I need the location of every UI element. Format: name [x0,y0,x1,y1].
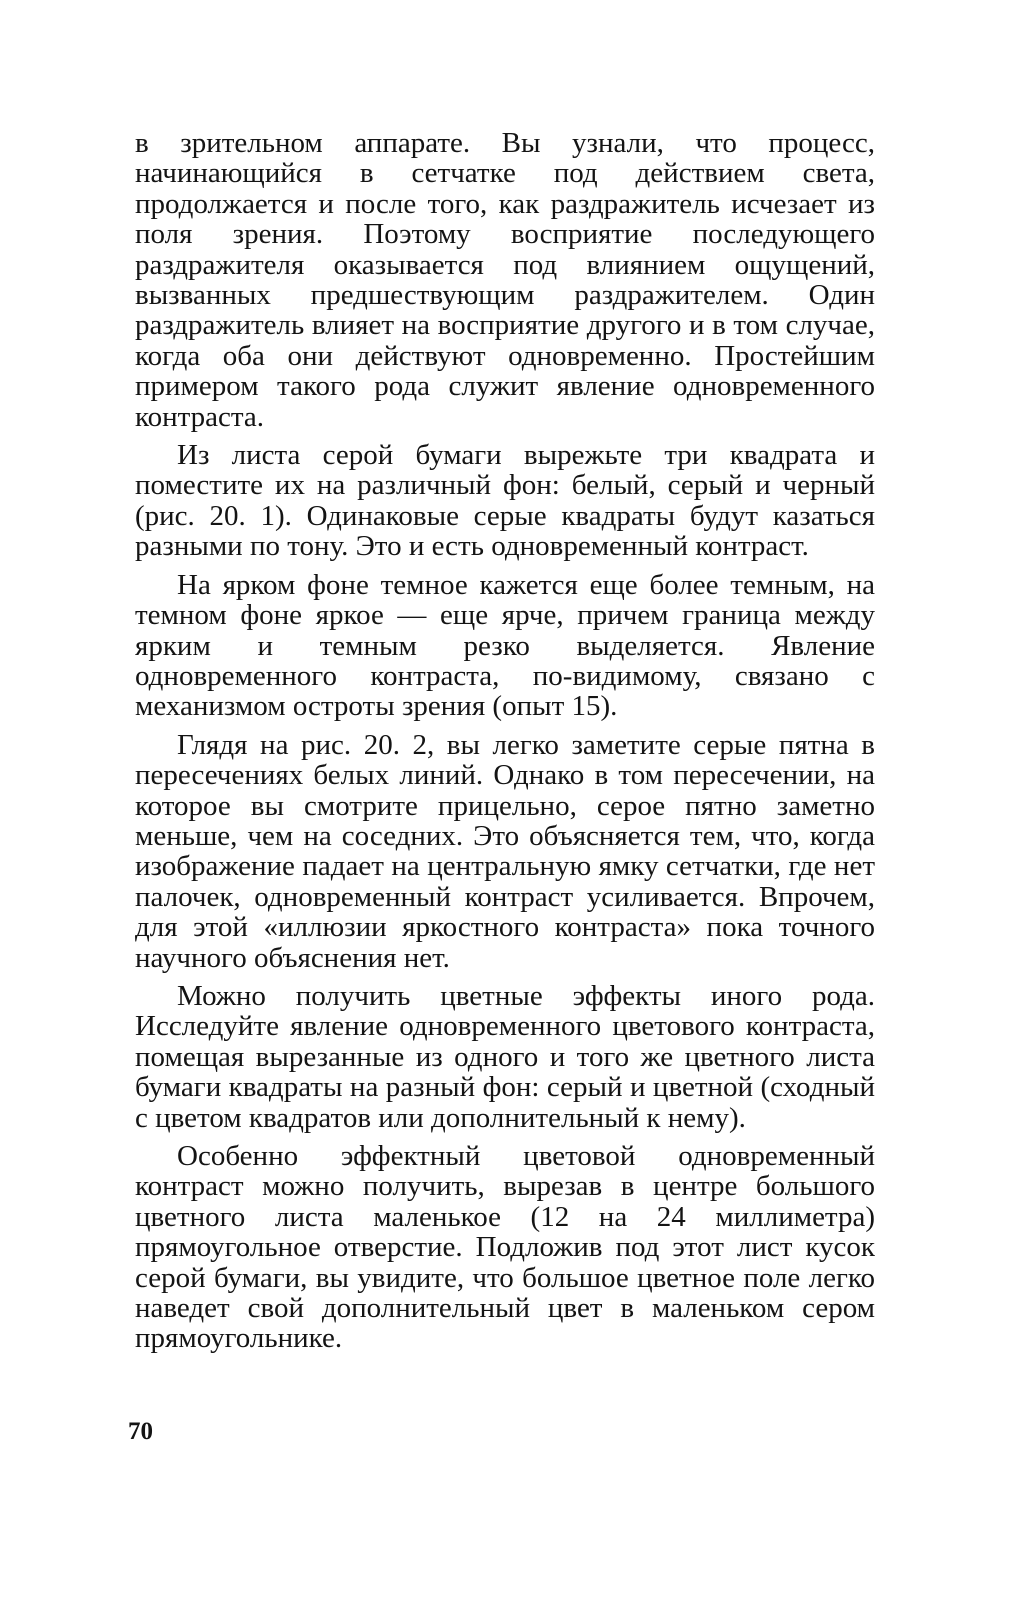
paragraph-5: Можно получить цветные эффекты иного рода. Исследуйте явление одновременного цветового контраста, помещая вырезанные из одного и того же цветного листа бумаги квадраты на разный фон: серый и цветной (сходный с цветом квадратов или дополнительный к нему). [135,979,875,1134]
paragraph-1: в зрительном аппарате. Вы узнали, что процесс, начинающийся в сетчатке под действием света, продолжается и после того, как раздражитель исчезает из поля зрения. Поэтому восприятие последующего раздражителя оказывается под влиянием ощущений, вызванных предшествующим раздражителем. Один раздражитель влияет на восприятие другого и в том случае, когда оба они действуют одновременно. Простейшим примером такого рода служит явление одновременного контраста. [135,127,875,433]
paragraph-6: Особенно эффектный цветовой одновременный контраст можно получить, вырезав в центре большого цветного листа маленькое (12 на 24 миллиметра) прямоугольное отверстие. Подложив под этот лист кусок серой бумаги, вы увидите, что большое цветное поле легко наведет свой дополнительный цвет в маленьком сером прямоугольнике. [135,1140,875,1355]
paragraph-3: На ярком фоне темное кажется еще более темным, на темном фоне яркое — еще ярче, причем граница между ярким и темным резко выделяется. Явление одновременного контраста, по-видимому, связано с механизмом остроты зрения (опыт 15). [135,568,875,723]
page-number: 70 [128,1418,153,1445]
page-body [135,128,875,1362]
paragraph-4: Глядя на рис. 20. 2, вы легко заметите серые пятна в пересечениях белых линий. Однако в том пересечении, на которое вы смотрите прицельно, серое пятно заметно меньше, чем на соседних. Это объясняется тем, что, когда изображение падает на центральную ямку сетчатки, где нет палочек, одновременный контраст усиливается. Впрочем, для этой «иллюзии яркостного контраста» пока точного научного объяснения нет. [135,728,875,974]
paragraph-2: Из листа серой бумаги вырежьте три квадрата и поместите их на различный фон: белый, серый и черный (рис. 20. 1). Одинаковые серые квадраты будут казаться разными по тону. Это и есть одновременный контраст. [135,439,875,563]
